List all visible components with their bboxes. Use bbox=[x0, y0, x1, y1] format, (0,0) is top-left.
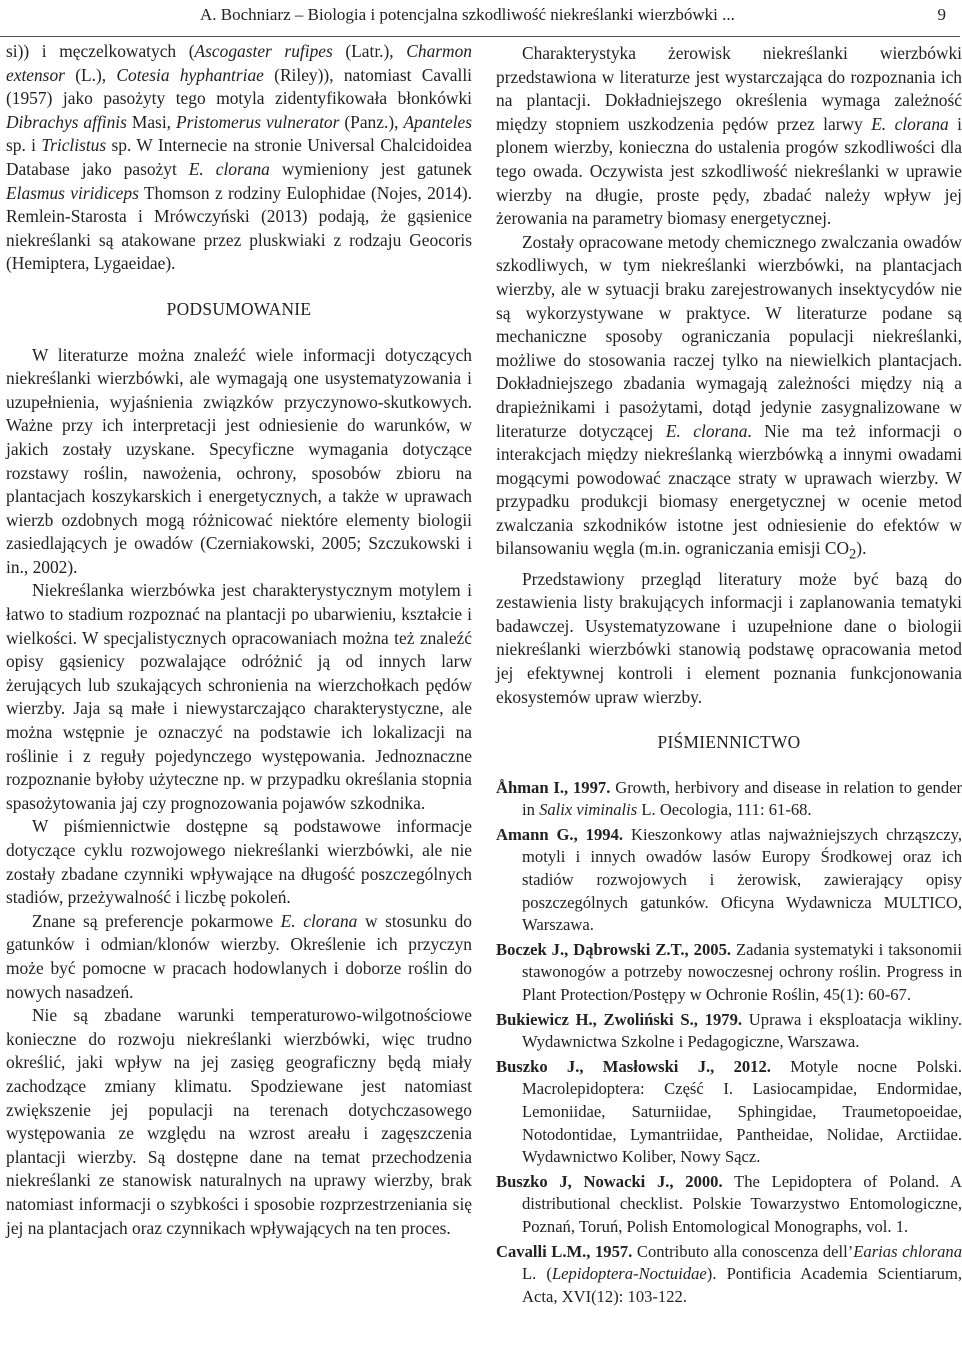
paragraph: Zostały opracowane metody chemicznego zwalczania owadów szkodliwych, w tym niekreślanki wierzbówki, na plantacjach wierzby, ale w sytuacji braku zarejestrowanych insektycydów nie są wykorzystywane w praktyce. W literaturze podane są mechaniczne sposoby ograniczania populacji niekreślanki, możliwe do stosowania raczej tylko na niewielkich plantacjach. Dokładniejszego zbadania wymagają zależności między nią a drapieżnikami i pasożytami, dotąd jedynie zasygnalizowane w literaturze dotyczącej E. clorana. Nie ma też informacji o interakcjach między niekreślanką wierzbówką a innymi owadami mogącymi powodować znaczące straty w uprawach wierzby. W przypadku produkcji biomasy energetycznej w ocenie metod zwalczania szkodników istotne jest odniesienie do efektów w bilansowaniu węgla (m.in. ograniczania emisji $CO_2$). bbox=[496, 231, 962, 563]
paragraph: Niekreślanka wierzbówka jest charakterystycznym motylem i łatwo to stadium rozpoznać na plantacji po ubarwieniu, kształcie i wielkości. W specjalistycznych opracowaniach można też znaleźć opisy gąsienicy pozwalające odróżnić ją od innych larw żerujących lub szukających schronienia na wierzchołkach pędów wierzby. Jaja są małe i niewystarczająco charakterystyczne, ale można wstępnie je oznaczyć na podstawie ich lokalizacji na roślinie i z reguły pojedynczego występowania. Jednoznaczne rozpoznanie byłoby użyteczne np. w przypadku określania stopnia spasożytowania jaj czy prognozowania pojawów szkodnika. bbox=[6, 580, 472, 813]
reference-entry: Cavalli L.M., 1957. Contributo alla conoscenza dell’Earias chlorana L. (Lepidoptera-Noctuidae). Pontificia Academia Scientiarum, Acta, XVI(12): 103-122. bbox=[496, 1241, 962, 1306]
section-heading-references: PIŚMIENNICTWO bbox=[657, 732, 801, 753]
running-title: A. Bochniarz – Biologia i potencjalna szkodliwość niekreślanki wierzbówki ... bbox=[200, 5, 735, 24]
paragraph: si)) i męczelkowatych (Ascogaster rufipes (Latr.), Charmon extensor (L.), Cotesia hyphantriae (Riley)), natomiast Cavalli (1957) jako pasożyty tego motyla zidentyfikowała błonkówki Dibrachys affinis Masi, Pristomerus vulnerator (Panz.), Apanteles sp. i Triclistus sp. W Internecie na stronie Universal Chalcidoidea Database jako pasożyt E. clorana wymieniony jest gatunek Elasmus viridiceps Thomson z rodziny Eulophidae (Nojes, 2014). Remlein-Starosta i Mrówczyński (2013) podają, że gąsienice niekreślanki są atakowane przez pluskwiaki z rodzaju Geocoris (Hemiptera, Lygaeidae). bbox=[6, 41, 473, 274]
page-number: 9 bbox=[937, 5, 946, 24]
paragraph: W literaturze można znaleźć wiele informacji dotyczących niekreślanki wierzbówki, ale wymagają one usystematyzowania i uzupełnienia, wyjaśnienia związków przyczynowo-skutkowych. Ważne przy ich interpretacji jest odniesienie do warunków, w jakich zostały uzyskane. Specyficzne wymagania dotyczące rozstawy roślin, nawożenia, ochrony, sposobów zbioru na plantacjach koszykarskich i energetycznych, a także w uprawach wierzb ozdobnych mogą różnicować niektóre elementy biologii zasiedlających je owadów (Czerniakowski, 2005; Szczukowski i in., 2002). bbox=[6, 344, 472, 577]
paragraph: Nie są zbadane warunki temperaturowo-wilgotnościowe konieczne do rozwoju niekreślanki wierzbówki, więc trudno określić, jaki wpływ na jej zasięg geograficzny będą miały zachodzące zmiany klimatu. Spodziewane jest natomiast zwiększenie jej populacji na terenach dotychczasowego występowania ze względu na wzrost areału i zagęszczenia plantacji wierzby. Są dostępne dane na temat przechodzenia niekreślanki ze stanowisk naturalnych na uprawy wierzby, brak natomiast informacji o szybkości i sposobie rozprzestrzeniania się jej na plantacjach oraz czynnikach wpływających na ten proces. bbox=[6, 1005, 472, 1238]
reference-entry: Åhman I., 1997. Growth, herbivory and disease in relation to gender in Salix viminalis L. Oecologia, 111: 61-68. bbox=[496, 777, 962, 820]
paragraph: Przedstawiony przegląd literatury może być bazą do zestawienia listy brakujących informacji i zaplanowania tematyki badawczej. Usystematyzowane i uzupełnione dane o biologii niekreślanki wierzbówki stanowią podstawę opracowania metod jej efektywnej kontroli i element poznania funkcjonowania ekosystemów upraw wierzby. bbox=[496, 568, 962, 707]
paragraph: Charakterystyka żerowisk niekreślanki wierzbówki przedstawiona w literaturze jest wystarczająca do rozpoznania ich na plantacji. Dokładniejszego określenia wymaga zależność między stopniem uszkodzenia pędów przez larwy E. clorana i plonem wierzby, konieczna do ustalenia progów szkodliwości dla tego owada. Oczywista jest szkodliwość niekreślanki w uprawie wierzby na długie, proste pędy, zbadać należy wpływ jej żerowania na parametry biomasy energetycznej. bbox=[496, 43, 962, 229]
reference-entry: Amann G., 1994. Kieszonkowy atlas najważniejszych chrząszczy, motyli i innych owadów lasów Europy Środkowej oraz ich stadiów rozwojowych i żerowisk, zawierający opisy poszczególnych gatunków. Oficyna Wydawnicza MULTICO, Warszawa. bbox=[496, 824, 962, 935]
page-header bbox=[0, 0, 960, 37]
reference-entry: Buszko J., Masłowski J., 2012. Motyle nocne Polski. Macrolepidoptera: Część I. Lasiocampidae, Endormidae, Lemoniidae, Saturniidae, Sphingidae, Traumetopoeidae, Notodontidae, Lymantriidae, Pantheidae, Nolidae, Arctiidae. Wydawnictwo Koliber, Nowy Sącz. bbox=[496, 1056, 962, 1167]
reference-entry: Boczek J., Dąbrowski Z.T., 2005. Zadania systematyki i taksonomii stawonogów a potrzeby nowoczesnej ochrony roślin. Progress in Plant Protection/Postępy w Ochronie Roślin, 45(1): 60-67. bbox=[496, 939, 962, 1005]
reference-list bbox=[496, 777, 962, 1309]
paragraph: W piśmiennictwie dostępne są podstawowe informacje dotyczące cyklu rozwojowego niekreślanki wierzbówki, ale nie zostały zbadane czynniki wpływające na długość poszczególnych stadiów, przeżywalność i liczbę pokoleń. bbox=[6, 816, 472, 908]
reference-entry: Bukiewicz H., Zwoliński S., 1979. Uprawa i eksploatacja wikliny. Wydawnictwa Szkolne i Pedagogiczne, Warszawa. bbox=[496, 1009, 962, 1052]
reference-entry: Buszko J, Nowacki J., 2000. The Lepidoptera of Poland. A distributional checklist. Polskie Towarzystwo Entomologiczne, Poznań, Toruń, Polish Entomological Monographs, vol. 1. bbox=[496, 1171, 962, 1236]
paragraph: Znane są preferencje pokarmowe E. clorana w stosunku do gatunków i odmian/klonów wierzby. Określenie ich przyczyn może być pomocne w pracach hodowlanych i doborze roślin do nowych nasadzeń. bbox=[6, 910, 472, 1002]
section-heading-summary: PODSUMOWANIE bbox=[166, 298, 312, 319]
left-column bbox=[6, 40, 472, 1240]
right-column bbox=[496, 42, 962, 1310]
